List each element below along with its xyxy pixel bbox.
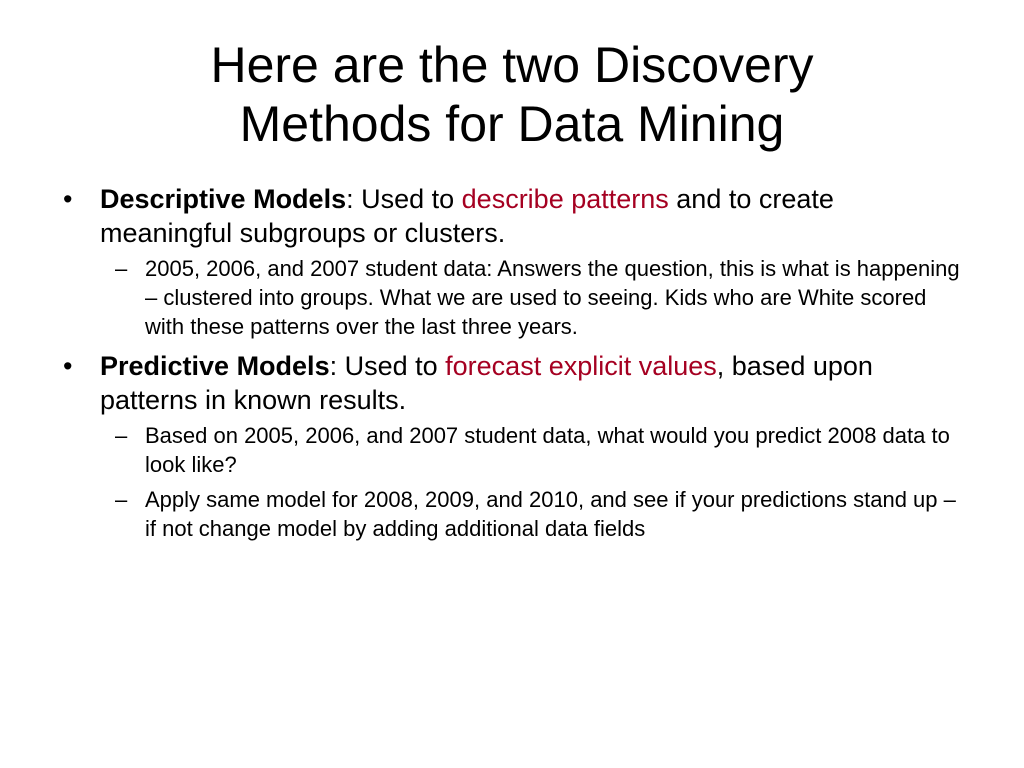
bullet-highlight: describe patterns xyxy=(461,184,669,214)
bullet-marker: • xyxy=(63,184,73,214)
sub-bullet-text: Based on 2005, 2006, and 2007 student data, what would you predict 2008 data to look like? xyxy=(145,423,950,477)
sub-bullet xyxy=(100,254,963,341)
bullet-term: Descriptive Models xyxy=(100,184,347,214)
slide-body xyxy=(63,182,963,543)
sub-bullet-list xyxy=(100,421,963,543)
sub-bullet-marker: – xyxy=(115,423,128,448)
sub-bullet-list xyxy=(100,254,963,341)
bullet-term: Predictive Models xyxy=(100,351,330,381)
bullet-text xyxy=(100,184,834,248)
bullet-marker: • xyxy=(63,351,73,381)
bullet-text-rest: and to create meaningful subgroups or clusters. xyxy=(100,184,834,248)
slide-title-line-2: Methods for Data Mining xyxy=(239,96,785,152)
bullet-text-lead: : Used to xyxy=(329,351,446,381)
sub-bullet-text: 2005, 2006, and 2007 student data: Answers the question, this is what is happening – clustered into groups. What we are used to seeing. Kids who are White scored with these patterns over the last three years. xyxy=(145,256,960,339)
bullet-predictive-models xyxy=(63,349,963,543)
sub-bullet-marker: – xyxy=(115,256,128,281)
slide-title-line-1: Here are the two Discovery xyxy=(210,37,814,93)
sub-bullet-marker: – xyxy=(115,487,128,512)
bullet-descriptive-models xyxy=(63,182,963,341)
bullet-text-lead: : Used to xyxy=(346,184,462,214)
sub-bullet-text: Apply same model for 2008, 2009, and 2010, and see if your predictions stand up – if not change model by adding additional data fields xyxy=(145,487,956,541)
bullet-text xyxy=(100,351,873,415)
sub-bullet xyxy=(100,485,963,543)
sub-bullet xyxy=(100,421,963,479)
bullet-text-rest: , based upon patterns in known results. xyxy=(100,351,873,415)
bullet-highlight: forecast explicit values xyxy=(445,351,717,381)
slide-title xyxy=(80,36,944,154)
